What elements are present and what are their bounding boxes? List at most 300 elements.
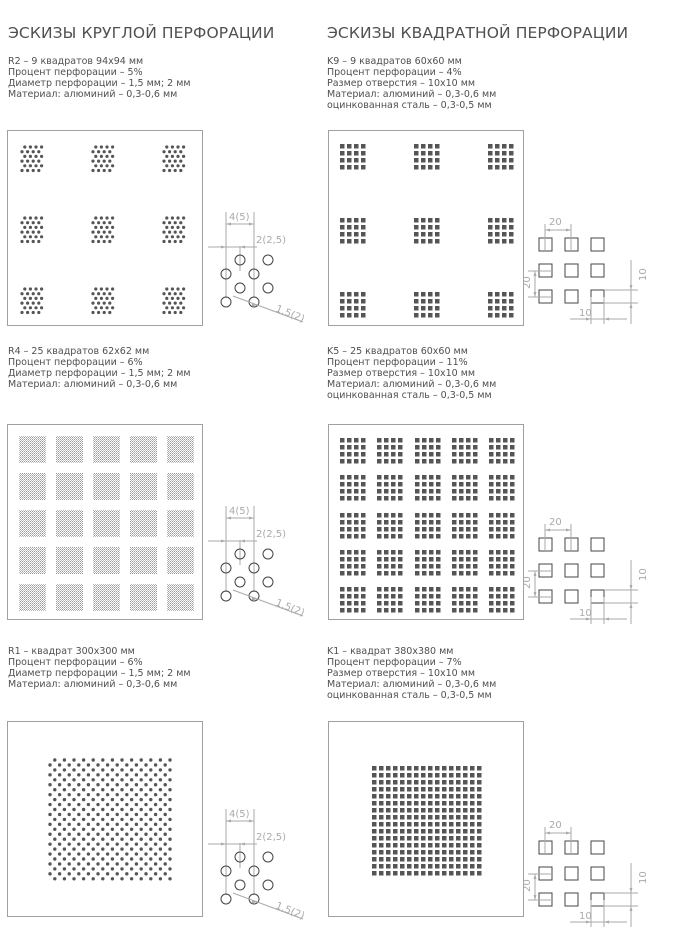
perforation-hole xyxy=(495,151,500,156)
perforation-hole xyxy=(466,587,471,592)
perforation-hole xyxy=(340,601,345,606)
perforation-hole xyxy=(456,773,461,778)
perforation-hole xyxy=(510,452,515,457)
perforation-hole xyxy=(377,445,382,450)
perforation-hole xyxy=(168,240,171,243)
perforation-hole xyxy=(72,828,75,831)
perforation-hole xyxy=(429,557,434,562)
perforation-hole xyxy=(489,534,494,539)
perforation-hole xyxy=(372,850,377,855)
perforation-hole xyxy=(428,857,433,862)
perforation-hole xyxy=(496,438,501,443)
perforation-hole xyxy=(421,850,426,855)
perforation-hole xyxy=(361,165,366,170)
perforation-hole xyxy=(340,564,345,569)
perforation-hole xyxy=(149,838,152,841)
perforation-hole xyxy=(414,857,419,862)
perforation-hole xyxy=(101,877,104,880)
perforation-hole xyxy=(435,787,440,792)
perforation-hole xyxy=(68,793,71,796)
perforation-hole xyxy=(140,828,143,831)
perforation-hole xyxy=(422,601,427,606)
perforation-hole xyxy=(361,151,366,156)
perforation-hole xyxy=(421,239,426,244)
perforation-hole xyxy=(377,489,382,494)
perforation-hole xyxy=(176,306,179,309)
perforation-hole xyxy=(386,843,391,848)
perforation-hole xyxy=(509,239,514,244)
perforation-hole xyxy=(414,850,419,855)
perforation-hole xyxy=(393,871,398,876)
perforation-hole xyxy=(435,822,440,827)
hole-outline xyxy=(591,841,604,854)
perforation-hole xyxy=(496,513,501,518)
perforation-hole xyxy=(340,232,345,237)
perforation-hole xyxy=(422,557,427,562)
perforation-hole xyxy=(97,169,100,172)
perforation-hole xyxy=(111,857,114,860)
perforation-hole xyxy=(149,857,152,860)
perforation-hole xyxy=(473,594,478,599)
perforation-hole xyxy=(165,216,168,219)
spec-line: Диаметр перфорации – 1,5 мм; 2 мм xyxy=(8,368,191,379)
perforation-hole xyxy=(386,787,391,792)
perforation-hole xyxy=(379,815,384,820)
perforation-hole xyxy=(459,482,464,487)
perforation-hole xyxy=(414,225,419,230)
perforation-hole xyxy=(82,838,85,841)
perforation-hole xyxy=(489,452,494,457)
perforation-hole xyxy=(421,232,426,237)
perforation-hole xyxy=(372,773,377,778)
arrow-icon xyxy=(249,223,254,226)
perforation-hole xyxy=(361,438,366,443)
perforation-hole xyxy=(164,852,167,855)
perforation-hole xyxy=(154,813,157,816)
perforation-hole xyxy=(154,852,157,855)
perforation-hole xyxy=(58,813,61,816)
perforation-hole xyxy=(502,225,507,230)
perforation-hole xyxy=(58,852,61,855)
perforation-hole xyxy=(92,798,95,801)
perforation-hole xyxy=(470,801,475,806)
perforation-hole xyxy=(111,758,114,761)
perforation-hole xyxy=(449,815,454,820)
perforation-hole xyxy=(510,601,515,606)
perforation-hole xyxy=(94,297,97,300)
perforation-hole xyxy=(23,297,26,300)
arrow-icon xyxy=(221,843,226,846)
perforation-hole xyxy=(94,145,97,148)
perforation-hole xyxy=(144,823,147,826)
perforation-hole xyxy=(96,833,99,836)
perforation-hole xyxy=(473,601,478,606)
perforation-hole xyxy=(179,231,182,234)
perforation-hole xyxy=(384,557,389,562)
perforation-hole xyxy=(415,513,420,518)
perforation-hole xyxy=(20,311,23,314)
perforation-hole xyxy=(140,758,143,761)
perforation-hole xyxy=(470,864,475,869)
perforation-hole xyxy=(463,822,468,827)
perforation-hole xyxy=(100,297,103,300)
perforation-hole xyxy=(510,445,515,450)
perforation-hole xyxy=(154,763,157,766)
perforation-hole xyxy=(149,867,152,870)
perforation-hole xyxy=(509,225,514,230)
perforation-hole xyxy=(384,513,389,518)
perforation-hole xyxy=(165,155,168,158)
perforation-hole xyxy=(347,587,352,592)
perforation-hole xyxy=(354,489,359,494)
perforation-hole xyxy=(386,857,391,862)
perforation-hole xyxy=(421,794,426,799)
spec-line: оцинкованная сталь – 0,3-0,5 мм xyxy=(327,390,492,401)
perforation-hole xyxy=(361,158,366,163)
perforation-hole xyxy=(168,798,171,801)
perforation-hole xyxy=(340,496,345,501)
perforation-hole xyxy=(495,165,500,170)
perforation-hole xyxy=(510,534,515,539)
perforation-hole xyxy=(100,306,103,309)
perforation-hole xyxy=(63,818,66,821)
perforation-hole xyxy=(125,793,128,796)
perforation-group xyxy=(56,510,83,537)
perforation-hole xyxy=(91,160,94,163)
perforation-hole xyxy=(162,292,165,295)
perforation-hole xyxy=(452,550,457,555)
perforation-hole xyxy=(125,833,128,836)
perforation-hole xyxy=(415,564,420,569)
perforation-hole xyxy=(361,608,366,613)
hole-outline xyxy=(591,264,604,277)
perforation-hole xyxy=(32,150,35,153)
perforation-hole xyxy=(48,833,51,836)
perforation-hole xyxy=(415,452,420,457)
perforation-hole xyxy=(452,571,457,576)
perforation-hole xyxy=(428,766,433,771)
perforation-hole xyxy=(87,763,90,766)
perforation-hole xyxy=(372,801,377,806)
perforation-hole xyxy=(72,867,75,870)
perforation-hole xyxy=(361,482,366,487)
perforation-hole xyxy=(32,160,35,163)
perforation-group xyxy=(167,584,194,611)
perforation-hole xyxy=(495,144,500,149)
sketch-panel-r1 xyxy=(7,721,203,917)
perforation-hole xyxy=(140,778,143,781)
perforation-hole xyxy=(473,534,478,539)
perforation-hole xyxy=(125,872,128,875)
perforation-hole xyxy=(179,240,182,243)
perforation-hole xyxy=(111,235,114,238)
perforation-hole xyxy=(407,864,412,869)
spec-line: Процент перфорации – 11% xyxy=(327,357,468,368)
perforation-hole xyxy=(111,838,114,841)
perforation-hole xyxy=(53,758,56,761)
perforation-hole xyxy=(449,780,454,785)
perforation-hole xyxy=(449,850,454,855)
spec-line: R2 – 9 квадратов 94x94 мм xyxy=(8,56,144,67)
perforation-hole xyxy=(120,758,123,761)
perforation-hole xyxy=(391,489,396,494)
perforation-hole xyxy=(347,564,352,569)
perforation-hole xyxy=(435,165,440,170)
diameter-label: 1,5(2) xyxy=(273,597,306,620)
perforation-hole xyxy=(40,306,43,309)
offset-label: 2(2,5) xyxy=(256,529,287,540)
perforation-hole xyxy=(477,780,482,785)
dimension-legend-k5 xyxy=(522,505,650,635)
pitch-label: 4(5) xyxy=(229,809,250,820)
perforation-hole xyxy=(154,823,157,826)
perforation-hole xyxy=(340,475,345,480)
perforation-hole xyxy=(459,550,464,555)
perforation-hole xyxy=(111,798,114,801)
perforation-hole xyxy=(449,773,454,778)
perforation-hole xyxy=(26,231,29,234)
perforation-hole xyxy=(463,864,468,869)
perforation-hole xyxy=(130,828,133,831)
perforation-hole xyxy=(400,822,405,827)
perforation-hole xyxy=(82,877,85,880)
perforation-hole xyxy=(466,482,471,487)
perforation-hole xyxy=(436,496,441,501)
spec-line: Диаметр перфорации – 1,5 мм; 2 мм xyxy=(8,668,191,679)
perforation-hole xyxy=(456,815,461,820)
perforation-hole xyxy=(463,794,468,799)
perforation-hole xyxy=(100,235,103,238)
perforation-hole xyxy=(159,838,162,841)
perforation-hole xyxy=(103,169,106,172)
perforation-hole xyxy=(94,164,97,167)
perforation-hole xyxy=(347,158,352,163)
perforation-hole xyxy=(135,813,138,816)
perforation-hole xyxy=(108,240,111,243)
perforation-hole xyxy=(502,151,507,156)
perforation-hole xyxy=(477,864,482,869)
perforation-hole xyxy=(125,862,128,865)
perforation-hole xyxy=(435,808,440,813)
perforation-hole xyxy=(459,601,464,606)
perforation-hole xyxy=(415,520,420,525)
perforation-hole xyxy=(456,794,461,799)
perforation-hole xyxy=(340,306,345,311)
hole-outline xyxy=(591,564,604,577)
perforation-hole xyxy=(502,158,507,163)
perforation-hole xyxy=(495,292,500,297)
perforation-hole xyxy=(111,155,114,158)
perforation-hole xyxy=(164,783,167,786)
perforation-hole xyxy=(179,292,182,295)
perforation-hole xyxy=(176,155,179,158)
perforation-hole xyxy=(130,847,133,850)
perforation-hole xyxy=(502,306,507,311)
perforation-hole xyxy=(354,482,359,487)
perforation-hole xyxy=(92,758,95,761)
perforation-hole xyxy=(347,299,352,304)
sketch-svg xyxy=(522,205,670,335)
perforation-hole xyxy=(105,226,108,229)
perforation-hole xyxy=(48,852,51,855)
perforation-hole xyxy=(503,452,508,457)
perforation-hole xyxy=(496,594,501,599)
perforation-hole xyxy=(164,803,167,806)
perforation-hole xyxy=(106,813,109,816)
perforation-hole xyxy=(347,144,352,149)
perforation-hole xyxy=(393,822,398,827)
perforation-hole xyxy=(108,169,111,172)
perforation-hole xyxy=(452,557,457,562)
perforation-hole xyxy=(463,850,468,855)
perforation-hole xyxy=(400,843,405,848)
perforation-hole xyxy=(496,601,501,606)
perforation-hole xyxy=(340,550,345,555)
perforation-hole xyxy=(48,842,51,845)
perforation-hole xyxy=(97,302,100,305)
perforation-hole xyxy=(154,793,157,796)
hole-outline xyxy=(263,549,273,559)
perforation-hole xyxy=(354,608,359,613)
hole-outline xyxy=(235,880,245,890)
perforation-hole xyxy=(428,850,433,855)
perforation-hole xyxy=(495,313,500,318)
perforation-hole xyxy=(421,165,426,170)
perforation-hole xyxy=(120,798,123,801)
perforation-hole xyxy=(37,240,40,243)
perforation-hole xyxy=(421,857,426,862)
perforation-hole xyxy=(372,780,377,785)
perforation-hole xyxy=(140,788,143,791)
perforation-hole xyxy=(347,482,352,487)
perforation-hole xyxy=(37,292,40,295)
perforation-hole xyxy=(144,793,147,796)
perforation-hole xyxy=(361,306,366,311)
perforation-hole xyxy=(171,235,174,238)
perforation-hole xyxy=(379,766,384,771)
perforation-hole xyxy=(489,594,494,599)
perforation-hole xyxy=(165,164,168,167)
perforation-hole xyxy=(26,292,29,295)
perforation-hole xyxy=(174,240,177,243)
perforation-hole xyxy=(456,864,461,869)
perforation-hole xyxy=(48,813,51,816)
perforation-hole xyxy=(422,564,427,569)
perforation-hole xyxy=(154,833,157,836)
perforation-hole xyxy=(386,871,391,876)
perforation-hole xyxy=(400,780,405,785)
perforation-hole xyxy=(466,564,471,569)
perforation-group xyxy=(93,547,120,574)
perforation-hole xyxy=(459,564,464,569)
perforation-hole xyxy=(488,232,493,237)
perforation-hole xyxy=(72,778,75,781)
perforation-hole xyxy=(421,313,426,318)
perforation-hole xyxy=(37,302,40,305)
perforation-hole xyxy=(144,773,147,776)
perforation-hole xyxy=(159,758,162,761)
perforation-hole xyxy=(120,857,123,860)
perforation-hole xyxy=(171,155,174,158)
perforation-hole xyxy=(391,459,396,464)
perforation-hole xyxy=(53,867,56,870)
dimension-legend-k9 xyxy=(522,205,650,335)
perforation-hole xyxy=(37,150,40,153)
perforation-hole xyxy=(92,808,95,811)
perforation-hole xyxy=(452,608,457,613)
perforation-hole xyxy=(340,489,345,494)
perforation-hole xyxy=(470,850,475,855)
perforation-hole xyxy=(442,836,447,841)
perforation-hole xyxy=(48,862,51,865)
perforation-hole xyxy=(87,773,90,776)
perforation-hole xyxy=(379,801,384,806)
perforation-hole xyxy=(48,793,51,796)
perforation-hole xyxy=(340,459,345,464)
perforation-hole xyxy=(422,587,427,592)
perforation-hole xyxy=(377,571,382,576)
perforation-hole xyxy=(140,857,143,860)
perforation-hole xyxy=(477,829,482,834)
perforation-hole xyxy=(477,766,482,771)
hole-outline xyxy=(221,591,231,601)
perforation-hole xyxy=(496,445,501,450)
perforation-hole xyxy=(105,235,108,238)
perforation-hole xyxy=(162,221,165,224)
perforation-hole xyxy=(37,311,40,314)
perforation-hole xyxy=(135,872,138,875)
perforation-hole xyxy=(429,564,434,569)
perforation-hole xyxy=(92,857,95,860)
perforation-hole xyxy=(171,216,174,219)
arrow-icon xyxy=(630,303,633,308)
perforation-hole xyxy=(103,221,106,224)
perforation-hole xyxy=(361,601,366,606)
perforation-hole xyxy=(171,226,174,229)
perforation-hole xyxy=(428,773,433,778)
perforation-hole xyxy=(496,475,501,480)
perforation-hole xyxy=(436,513,441,518)
perforation-hole xyxy=(372,871,377,876)
perforation-hole xyxy=(68,842,71,845)
perforation-hole xyxy=(168,877,171,880)
dimension-legend-r4 xyxy=(205,492,325,622)
perforation-hole xyxy=(34,164,37,167)
perforation-hole xyxy=(435,766,440,771)
perforation-hole xyxy=(340,165,345,170)
perforation-hole xyxy=(72,818,75,821)
perforation-hole xyxy=(435,292,440,297)
perforation-group xyxy=(167,510,194,537)
perforation-hole xyxy=(96,763,99,766)
perforation-hole xyxy=(34,235,37,238)
perforation-hole xyxy=(509,218,514,223)
perforation-hole xyxy=(379,794,384,799)
perforation-hole xyxy=(496,496,501,501)
perforation-hole xyxy=(407,871,412,876)
perforation-hole xyxy=(164,823,167,826)
hole-outline xyxy=(565,564,578,577)
perforation-hole xyxy=(384,608,389,613)
perforation-hole xyxy=(509,165,514,170)
perforation-hole xyxy=(354,232,359,237)
perforation-hole xyxy=(495,232,500,237)
perforation-hole xyxy=(414,871,419,876)
perforation-hole xyxy=(72,798,75,801)
perforation-hole xyxy=(34,287,37,290)
hole-outline xyxy=(235,577,245,587)
perforation-hole xyxy=(510,571,515,576)
